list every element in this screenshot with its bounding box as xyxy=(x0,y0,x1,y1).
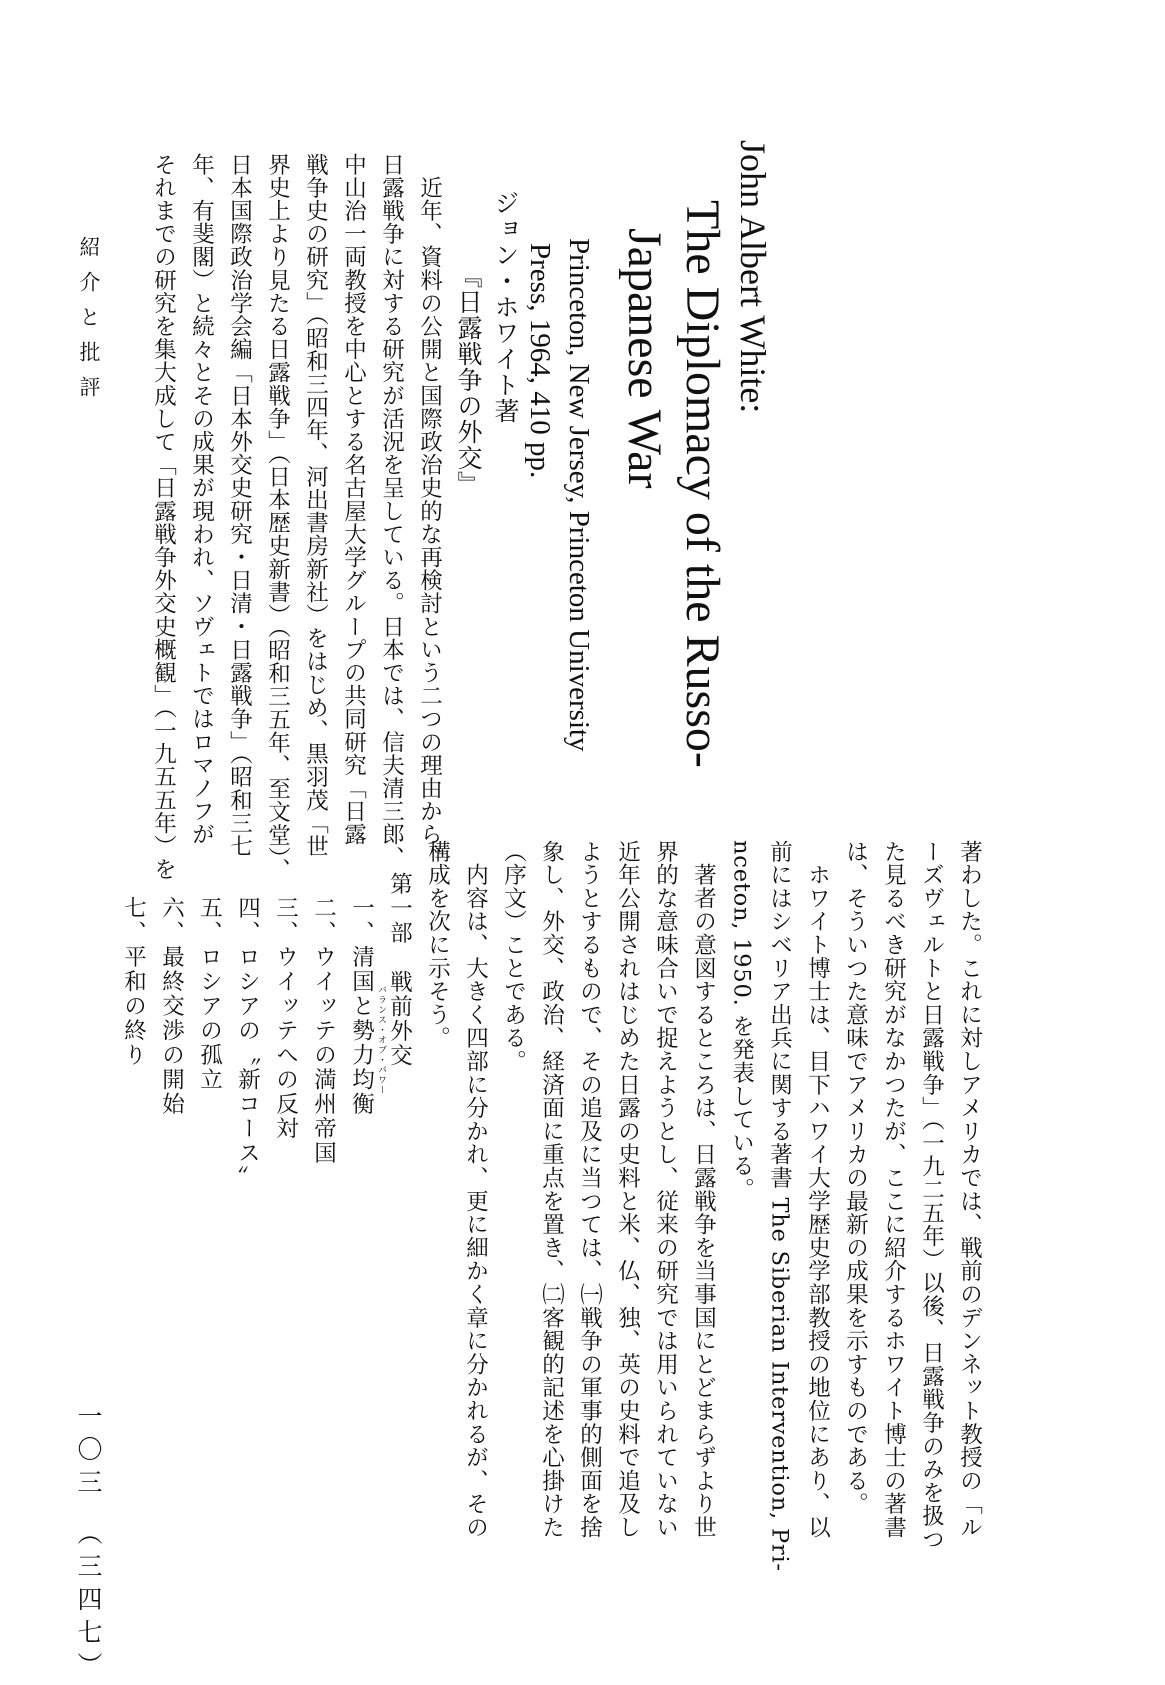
toc-chapter-4: 四、ロシアの〝新コース〟 xyxy=(234,896,261,1190)
body-column-right-9: 界的な意味合いで捉えようとし、従来の研究では用いられていない xyxy=(652,840,679,1539)
toc-ruby: バランス・オブ・パワー xyxy=(376,985,386,1095)
book-publisher-line1: Princeton, New Jersey, Princeton University xyxy=(563,238,595,752)
body-column-right-2: ーズヴェルトと日露戦争」（一九二五年）以後、日露戦争のみを扱つ xyxy=(918,840,945,1552)
book-publisher-line2: Press, 1964, 410 pp. xyxy=(524,243,556,479)
book-author-en: John Albert White: xyxy=(733,140,773,414)
body-column-right-15: 構成を次に示そう。 xyxy=(424,840,451,1050)
toc-chapter-7: 七、平和の終り xyxy=(120,896,147,1068)
toc-chapter-2: 二、ウイッテの満州帝国 xyxy=(310,896,337,1166)
body-column-right-3: た見るべき研究がなかつたが、ここに紹介するホワイト博士の著書 xyxy=(880,840,907,1539)
body-column-right-13: （序文）ことである。 xyxy=(500,840,527,1073)
body-column-right-8: 著者の意図するところは、日露戦争を当事国にとどまらずより世 xyxy=(690,840,717,1539)
body-column-left-3: 中山治一両教授を中心とする名古屋大学グループの共同研究「日露 xyxy=(340,153,367,846)
body-column-right-11: ようとするもので、その追及に当つては、㈠戦争の軍事的側面を捨 xyxy=(576,840,603,1539)
body-column-right-14: 内容は、大きく四部に分かれ、更に細かく章に分かれるが、その xyxy=(462,840,489,1539)
body-column-left-2: 日露戦争に対する研究が活況を呈している。日本では、信夫清三郎、 xyxy=(378,153,405,870)
body-column-left-6: 日本国際政治学会編「日本外交史研究・日清・日露戦争」（昭和三七 xyxy=(226,153,253,858)
toc-chapter-6: 六、最終交渉の開始 xyxy=(158,896,185,1117)
body-column-right-12: 象し、外交、政治、経済面に重点を置き、㈡客観的記述を心掛けた xyxy=(538,840,565,1539)
body-column-left-7: 年、有斐閣）と続々とその成果が現われ、ソヴェトではロマノフが xyxy=(188,153,215,846)
section-label: 紹介と批評 xyxy=(77,236,101,411)
body-column-left-1: 近年、資料の公開と国際政治史的な再検討という二つの理由から、 xyxy=(416,153,443,870)
body-column-right-7: nceton, 1950. を発表している。 xyxy=(728,840,755,1201)
page-number: 一〇三 xyxy=(74,1403,103,1502)
book-title-jp: 『日露戦争の外交』 xyxy=(454,263,483,497)
toc-chapter-1: 一、清国と勢力均衡 xyxy=(348,896,375,1117)
book-author-jp: ジョン・ホワイト著 xyxy=(491,190,520,424)
body-column-right-1: 著わした。これに対しアメリカでは、戦前のデンネット教授の「ル xyxy=(956,840,983,1539)
page-total: （三四七） xyxy=(74,1520,103,1685)
toc-chapter-5: 五、ロシアの孤立 xyxy=(196,896,223,1092)
body-column-right-10: 近年公開されはじめた日露の史料と米、仏、独、英の史料で追及し xyxy=(614,840,641,1539)
body-column-left-8: それまでの研究を集大成して「日露戦争外交史概観」（一九五五年）を xyxy=(150,153,177,881)
toc-chapter-3: 三、ウイッテへの反対 xyxy=(272,896,299,1141)
book-title-en-line1: The Diplomacy of the Russo- xyxy=(676,200,729,768)
body-column-left-4: 戦争史の研究」（昭和三四年、河出書房新社）をはじめ、黒羽茂「世 xyxy=(302,153,329,858)
body-column-right-5: ホワイト博士は、目下ハワイ大学歴史学部教授の地位にあり、以 xyxy=(804,840,831,1539)
body-column-right-4: は、そういつた意味でアメリカの最新の成果を示すものである。 xyxy=(842,840,869,1516)
book-title-en-line2: Japanese War xyxy=(618,228,671,489)
body-column-left-5: 界史上より見たる日露戦争」（日本歴史新書）（昭和三五年、至文堂）、 xyxy=(264,153,291,882)
toc-part: 第一部 戦前外交 xyxy=(386,872,413,1068)
body-column-right-6: 前にはシベリア出兵に関する著書 The Siberian Intervention, Pri- xyxy=(766,840,793,1572)
